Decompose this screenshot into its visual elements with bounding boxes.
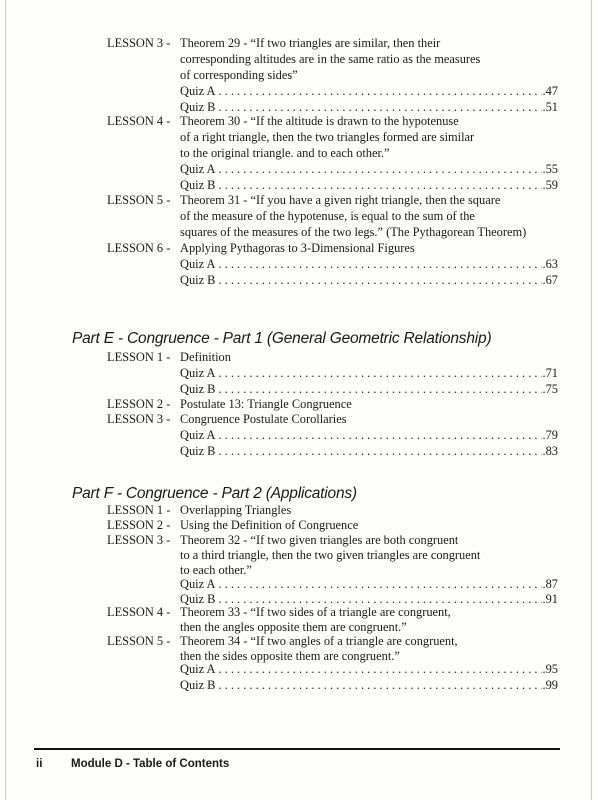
lesson-label: LESSON 3 - [107, 36, 171, 50]
quiz-entry [180, 272, 558, 288]
quiz-label: Quiz A [180, 366, 216, 380]
lesson-title: Theorem 33 - “If two sides of a triangle are congruent, [180, 605, 451, 619]
quiz-label: Quiz A [180, 662, 216, 676]
dot-leader [218, 427, 541, 443]
lesson-title: Theorem 30 - “If the altitude is drawn to the hypotenuse [180, 114, 459, 128]
lesson-title: of a right triangle, then the two triangles formed are similar [180, 130, 475, 144]
lesson-label: LESSON 3 - [107, 533, 171, 547]
quiz-entry [180, 381, 558, 397]
dot-leader [218, 161, 541, 177]
quiz-entry [180, 256, 558, 272]
page-number: .83 [542, 444, 558, 458]
lesson-label: LESSON 2 - [107, 397, 171, 411]
quiz-label: Quiz A [180, 257, 216, 271]
page-number: .79 [542, 428, 558, 442]
footer-page-number: ii [36, 758, 43, 770]
quiz-entry [180, 427, 558, 443]
lesson-title: Overlapping Triangles [180, 503, 292, 517]
page-number: .75 [542, 382, 558, 396]
footer-title: Module D - Table of Contents [71, 758, 230, 770]
quiz-entry [180, 83, 558, 99]
dot-leader [218, 365, 541, 381]
lesson-title: corresponding altitudes are in the same ratio as the measures [180, 52, 481, 66]
lesson-label: LESSON 6 - [107, 241, 171, 255]
lesson-label: LESSON 1 - [107, 350, 171, 364]
lesson-title: to the original triangle. and to each other.” [180, 146, 390, 160]
dot-leader [218, 677, 541, 693]
quiz-label: Quiz B [180, 100, 216, 114]
lesson-title: squares of the measures of the two legs.” (The Pythagorean Theorem) [180, 225, 527, 239]
lesson-label: LESSON 5 - [107, 193, 171, 207]
lesson-title: to each other.” [180, 563, 252, 577]
dot-leader [218, 256, 541, 272]
quiz-entry [180, 677, 558, 693]
quiz-entry [180, 443, 558, 459]
quiz-label: Quiz A [180, 162, 216, 176]
quiz-label: Quiz B [180, 678, 216, 692]
page-number: .67 [542, 273, 558, 287]
lesson-title: of the measure of the hypotenuse, is equal to the sum of the [180, 209, 475, 223]
lesson-label: LESSON 4 - [107, 114, 171, 128]
lesson-title: Theorem 29 - “If two triangles are similar, then their [180, 36, 441, 50]
lesson-title: Congruence Postulate Corollaries [180, 412, 347, 426]
page-number: .99 [542, 678, 558, 692]
lesson-title: Theorem 31 - “If you have a given right triangle, then the square [180, 193, 501, 207]
dot-leader [218, 661, 541, 677]
lesson-title: then the angles opposite them are congruent.” [180, 620, 407, 634]
lesson-title: then the sides opposite them are congruent.” [180, 649, 400, 663]
lesson-title: Theorem 32 - “If two given triangles are both congruent [180, 533, 459, 547]
part-heading: Part E - Congruence - Part 1 (General Geometric Relationship) [72, 330, 492, 347]
footer-rule [34, 748, 560, 750]
lesson-title: Using the Definition of Congruence [180, 518, 359, 532]
page-number: .95 [542, 662, 558, 676]
quiz-label: Quiz B [180, 273, 216, 287]
lesson-label: LESSON 4 - [107, 605, 171, 619]
quiz-label: Quiz B [180, 382, 216, 396]
lesson-title: Applying Pythagoras to 3-Dimensional Figures [180, 241, 415, 255]
quiz-label: Quiz B [180, 444, 216, 458]
page-number: .55 [542, 162, 558, 176]
lesson-label: LESSON 5 - [107, 634, 171, 648]
part-heading: Part F - Congruence - Part 2 (Applications) [72, 485, 357, 502]
dot-leader [218, 443, 541, 459]
quiz-entry [180, 365, 558, 381]
page-number: .71 [542, 366, 558, 380]
dot-leader [218, 272, 541, 288]
dot-leader [218, 177, 541, 193]
lesson-label: LESSON 1 - [107, 503, 171, 517]
lesson-title: Postulate 13: Triangle Congruence [180, 397, 352, 411]
quiz-label: Quiz A [180, 84, 216, 98]
lesson-title: of corresponding sides” [180, 68, 298, 82]
quiz-label: Quiz A [180, 428, 216, 442]
page-number: .47 [542, 84, 558, 98]
quiz-entry [180, 161, 558, 177]
lesson-title: Theorem 34 - “If two angles of a triangle are congruent, [180, 634, 458, 648]
dot-leader [218, 576, 541, 592]
quiz-label: Quiz B [180, 592, 216, 606]
quiz-entry [180, 576, 558, 592]
quiz-entry [180, 177, 558, 193]
quiz-entry [180, 661, 558, 677]
lesson-title: Definition [180, 350, 231, 364]
lesson-label: LESSON 2 - [107, 518, 171, 532]
quiz-label: Quiz B [180, 178, 216, 192]
dot-leader [218, 381, 541, 397]
page-number: .87 [542, 577, 558, 591]
lesson-title: to a third triangle, then the two given triangles are congruent [180, 548, 481, 562]
page-number: .63 [542, 257, 558, 271]
page-number: .91 [542, 592, 558, 606]
page-number: .59 [542, 178, 558, 192]
quiz-label: Quiz A [180, 577, 216, 591]
lesson-label: LESSON 3 - [107, 412, 171, 426]
page-number: .51 [542, 100, 558, 114]
dot-leader [218, 83, 541, 99]
